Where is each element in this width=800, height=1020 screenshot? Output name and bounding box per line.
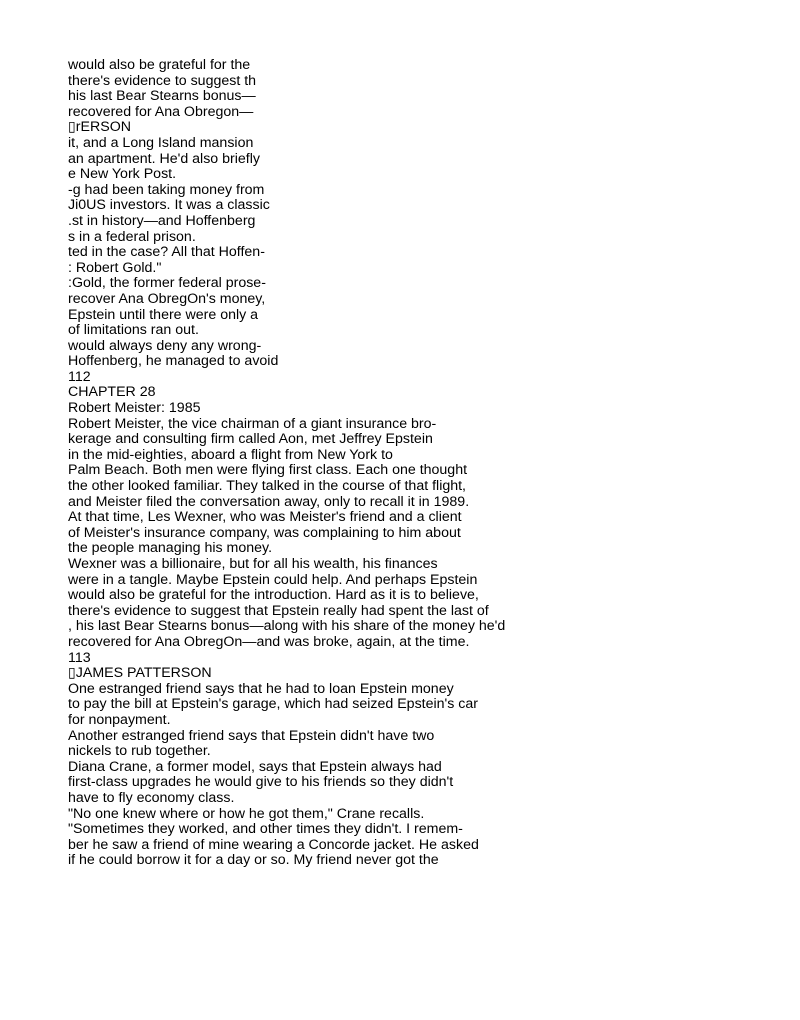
text-line: if he could borrow it for a day or so. My friend never got the (68, 852, 439, 869)
text-line: Another estranged friend says that Epstein didn't have two (68, 727, 435, 744)
text-line: One estranged friend says that he had to loan Epstein money (68, 680, 454, 697)
text-line: , his last Bear Stearns bonus—along with his share of the money he'd (68, 618, 506, 635)
text-line: recover Ana ObregOn's money, (68, 290, 266, 307)
text-line: there's evidence to suggest th (68, 72, 257, 89)
text-line: would always deny any wrong- (68, 337, 262, 354)
chapter-subtitle: Robert Meister: 1985 (68, 400, 201, 417)
text-line: Wexner was a billionaire, but for all his wealth, his finances (68, 556, 438, 572)
text-line: Diana Crane, a former model, says that Epstein always had (68, 758, 442, 775)
text-line: of Meister's insurance company, was complaining to him about (68, 524, 461, 541)
text-line: to pay the bill at Epstein's garage, which had seized Epstein's car (68, 696, 478, 713)
text-line: ber he saw a friend of mine wearing a Concorde jacket. He asked (68, 836, 479, 853)
text-line: kerage and consulting firm called Aon, met Jeffrey Epstein (68, 431, 433, 448)
text-line: of limitations ran out. (68, 322, 199, 339)
text-line: would also be grateful for the introduction. Hard as it is to believe, (68, 587, 479, 604)
text-line: first-class upgrades he would give to his friends so they didn't (68, 774, 454, 791)
page-number: 112 (68, 368, 91, 385)
chapter-heading: CHAPTER 28 (68, 384, 156, 401)
text-line: have to fly economy class. (68, 789, 235, 806)
text-line: Epstein until there were only a (68, 306, 259, 323)
text-line: nickels to rub together. (68, 743, 211, 760)
text-line: were in a tangle. Maybe Epstein could help. And perhaps Epstein (68, 571, 478, 588)
text-line: Hoffenberg, he managed to avoid (68, 353, 279, 370)
text-line: -g had been taking money from (68, 181, 265, 198)
text-line: for nonpayment. (68, 711, 171, 728)
document-page (68, 58, 768, 869)
text-line: At that time, Les Wexner, who was Meister's friend and a client (68, 509, 462, 526)
text-line: would also be grateful for the (68, 57, 251, 73)
text-line: the other looked familiar. They talked in the course of that flight, (68, 478, 467, 495)
text-line: "Sometimes they worked, and other times they didn't. I remem- (68, 821, 463, 838)
text-line: his last Bear Stearns bonus— (68, 88, 256, 105)
text-line: ted in the case? All that Hoffen- (68, 244, 265, 261)
running-header: ▯rERSON (68, 119, 131, 136)
text-line: it, and a Long Island mansion (68, 134, 254, 151)
text-line: an apartment. He'd also briefly (68, 150, 260, 167)
page-number: 113 (68, 649, 91, 666)
text-line: :Gold, the former federal prose- (68, 275, 266, 292)
text-line: there's evidence to suggest that Epstein really had spent the last of (68, 602, 489, 619)
text-line: "No one knew where or how he got them," Crane recalls. (68, 805, 425, 822)
text-line: Palm Beach. Both men were flying first class. Each one thought (68, 462, 468, 479)
text-line: Robert Meister, the vice chairman of a giant insurance bro- (68, 415, 437, 432)
text-line: recovered for Ana ObregOn—and was broke, again, at the time. (68, 633, 470, 650)
text-line: Ji0US investors. It was a classic (68, 197, 270, 214)
text-line: and Meister filed the conversation away, only to recall it in 1989. (68, 493, 470, 510)
text-line: in the mid-eighties, aboard a flight from New York to (68, 446, 393, 463)
text-line: : Robert Gold." (68, 259, 162, 276)
text-line: the people managing his money. (68, 540, 273, 557)
text-line: recovered for Ana Obregon— (68, 103, 254, 120)
text-line: e New York Post. (68, 166, 177, 183)
text-line: s in a federal prison. (68, 228, 196, 245)
running-header: ▯JAMES PATTERSON (68, 665, 212, 682)
text-line: .st in history—and Hoffenberg (68, 212, 256, 229)
